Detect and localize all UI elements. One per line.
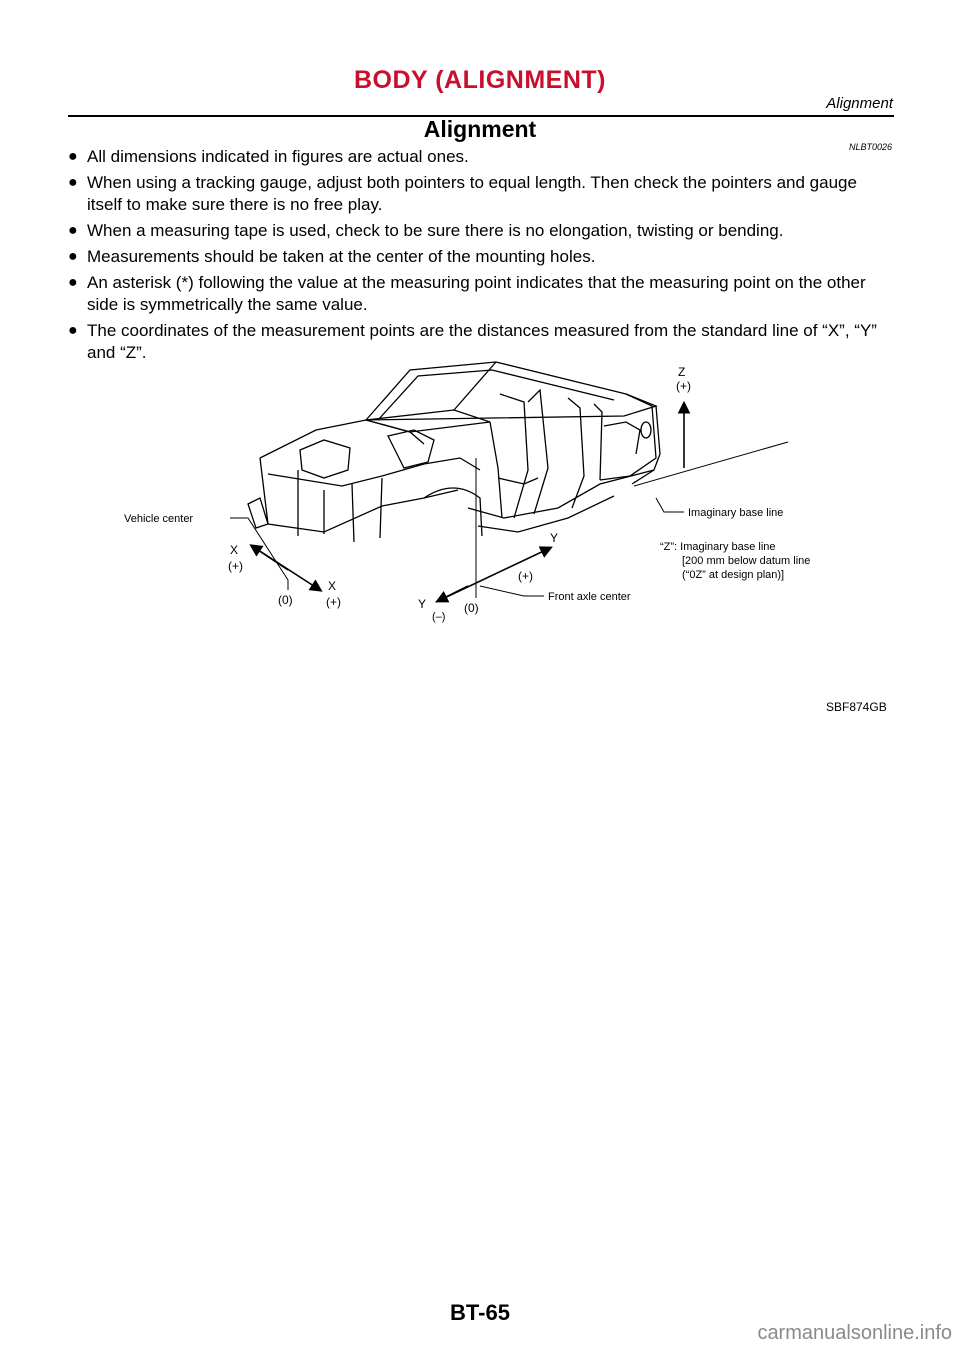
section-title: Alignment [423,116,537,142]
body-alignment-figure [124,358,811,628]
vehicle-center-leader [230,518,288,590]
z-note-line-1: “Z”: Imaginary base line [660,541,776,553]
y-zero-label: (0) [464,601,479,615]
bullet-text: When a measuring tape is used, check to be sure there is no elongation, twisting or bending. [87,221,784,240]
figure-code: SBF874GB [826,700,887,714]
x-left-label: X [230,543,239,557]
bullet-mark: ● [68,322,78,339]
z-axis-label: Z [678,365,686,379]
z-note-line-2: [200 mm below datum line [682,555,811,567]
bullet-item [68,272,896,316]
y-axis-label: Y [550,531,559,545]
vehicle-center-label: Vehicle center [124,513,194,525]
x-left-plus: (+) [228,559,243,573]
watermark: carmanualsonline.info [757,1322,952,1344]
page-number: BT-65 [450,1300,510,1325]
bullet-item [68,220,896,242]
y-neg-label: Y [418,597,427,611]
x-right-label: X [328,579,337,593]
header-subtitle: Alignment [826,95,893,112]
x-right-plus: (+) [326,595,341,609]
x-zero-label: (0) [278,593,293,607]
bullet-mark: ● [68,248,78,265]
bullet-mark: ● [68,148,78,165]
header-title: BODY (ALIGNMENT) [354,66,606,94]
bullet-list [68,146,896,368]
bullet-mark: ● [68,222,78,239]
section-code: NLBT0026 [848,142,892,152]
bullet-item [68,246,896,268]
y-axis-plus: (+) [518,569,533,583]
bullet-text: All dimensions indicated in figures are actual ones. [87,147,469,166]
bullet-text: Measurements should be taken at the center of the mounting holes. [87,247,596,266]
y-axis-arrow-back [438,586,468,601]
imaginary-base-line-label: Imaginary base line [688,507,784,519]
z-axis-plus: (+) [676,379,691,393]
front-axle-center-label: Front axle center [548,591,631,603]
base-line-leader [656,498,684,512]
y-minus-label: (–) [432,611,446,623]
front-axle-leader [480,586,544,596]
base-line-stroke [634,442,788,486]
bullet-item [68,172,896,216]
car-body-drawing [248,362,660,542]
z-note-line-3: (“0Z” at design plan)] [682,569,785,581]
bullet-text: An asterisk (*) following the value at the measuring point indicates that the measuring point on the other side is symmetrically the same value. [87,273,866,314]
bullet-mark: ● [68,274,78,291]
bullet-text: When using a tracking gauge, adjust both pointers to equal length. Then check the pointers and gauge itself to make sure there is no free play. [87,173,857,214]
x-axis-arrow-back [252,546,288,570]
bullet-item [68,146,896,168]
bullet-text: The coordinates of the measurement points are the distances measured from the standard line of “X”, “Y” and “Z”. [87,321,877,362]
bullet-mark: ● [68,174,78,191]
